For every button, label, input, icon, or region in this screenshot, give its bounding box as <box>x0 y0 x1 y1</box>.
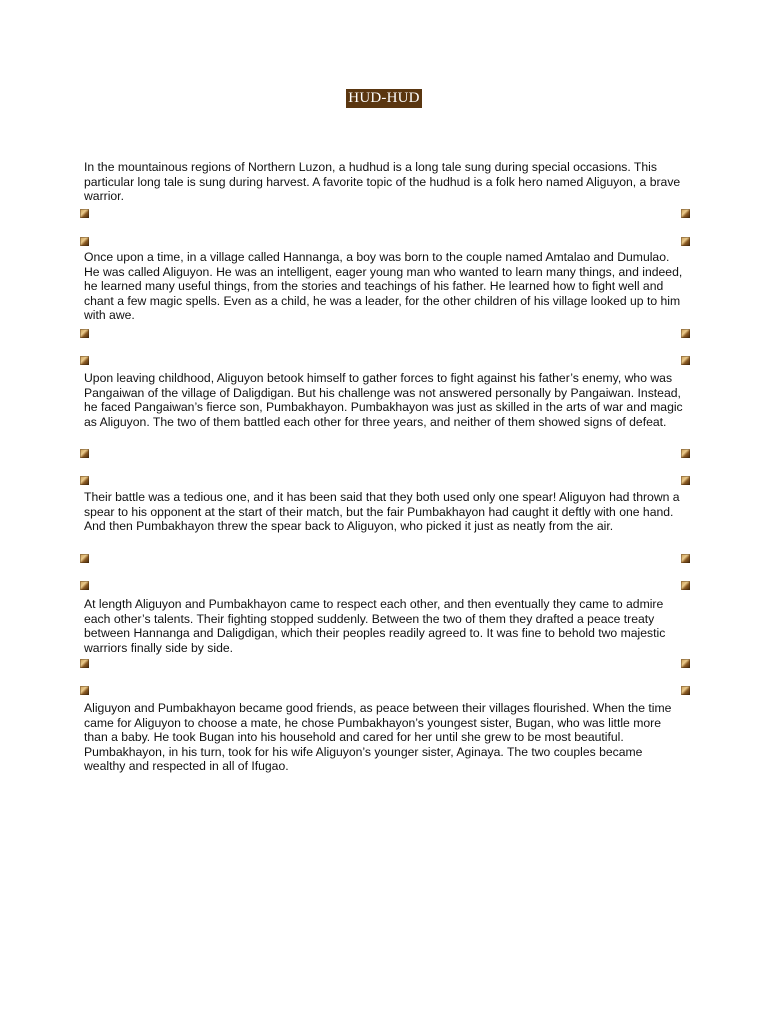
bevel-square-icon <box>681 237 690 246</box>
bevel-square-icon <box>681 659 690 668</box>
paragraph-battle: Upon leaving childhood, Aliguyon betook himself to gather forces to fight against his father’s enemy, who was Pangaiwan of the village of Daligdigan. But his challenge was not answered personally by Pangaiwan. Instead, he faced Pangaiwan’s fierce son, Pumbakhayon. Pumbakhayon was just as skilled in the arts of war and magic as Aliguyon. The two of them battled each other for three years, and neither of them showed signs of defeat. <box>84 371 683 429</box>
bevel-square-icon <box>80 476 89 485</box>
bevel-square-icon <box>681 356 690 365</box>
bevel-square-icon <box>80 356 89 365</box>
bevel-square-icon <box>681 581 690 590</box>
bevel-square-icon <box>681 476 690 485</box>
bevel-square-icon <box>681 686 690 695</box>
bevel-square-icon <box>80 581 89 590</box>
bevel-square-icon <box>681 209 690 218</box>
paragraph-intro: In the mountainous regions of Northern Luzon, a hudhud is a long tale sung during special occasions. This particular long tale is sung during harvest. A favorite topic of the hudhud is a folk hero named Aliguyon, a brave warrior. <box>84 160 681 204</box>
bevel-square-icon <box>681 449 690 458</box>
bevel-square-icon <box>80 449 89 458</box>
paragraph-childhood: Once upon a time, in a village called Hannanga, a boy was born to the couple named Amtalao and Dumulao. He was called Aliguyon. He was an intelligent, eager young man who wanted to learn many things, and indeed, he learned many useful things, from the stories and teachings of his father. He learned how to fight well and chant a few magic spells. Even as a child, he was a leader, for the other children of his village looked up to him with awe. <box>84 250 683 323</box>
paragraph-peace: At length Aliguyon and Pumbakhayon came to respect each other, and then eventually they came to admire each other’s talents. Their fighting stopped suddenly. Between the two of them they drafted a peace treaty between Hannanga and Daligdigan, which their peoples readily agreed to. It was fine to behold two majestic warriors finally side by side. <box>84 597 666 655</box>
bevel-square-icon <box>80 659 89 668</box>
bevel-square-icon <box>681 329 690 338</box>
paragraph-marriage: Aliguyon and Pumbakhayon became good friends, as peace between their villages flourished. When the time came for Aliguyon to choose a mate, he chose Pumbakhayon’s youngest sister, Bugan, who was little more than a baby. He took Bugan into his household and cared for her until she grew to be most beautiful. Pumbakhayon, in his turn, took for his wife Aliguyon’s younger sister, Aginaya. The two couples became wealthy and respected in all of Ifugao. <box>84 701 672 774</box>
bevel-square-icon <box>80 686 89 695</box>
bevel-square-icon <box>681 554 690 563</box>
document-title: HUD-HUD <box>348 90 420 106</box>
paragraph-spear: Their battle was a tedious one, and it has been said that they both used only one spear! Aliguyon had thrown a spear to his opponent at the start of their match, but the fair Pumbakhayon had caught it deftly with one hand. And then Pumbakhayon threw the spear back to Aliguyon, who picked it just as neatly from the air. <box>84 490 680 534</box>
bevel-square-icon <box>80 329 89 338</box>
bevel-square-icon <box>80 237 89 246</box>
title-container <box>0 89 768 108</box>
bevel-square-icon <box>80 554 89 563</box>
bevel-square-icon <box>80 209 89 218</box>
